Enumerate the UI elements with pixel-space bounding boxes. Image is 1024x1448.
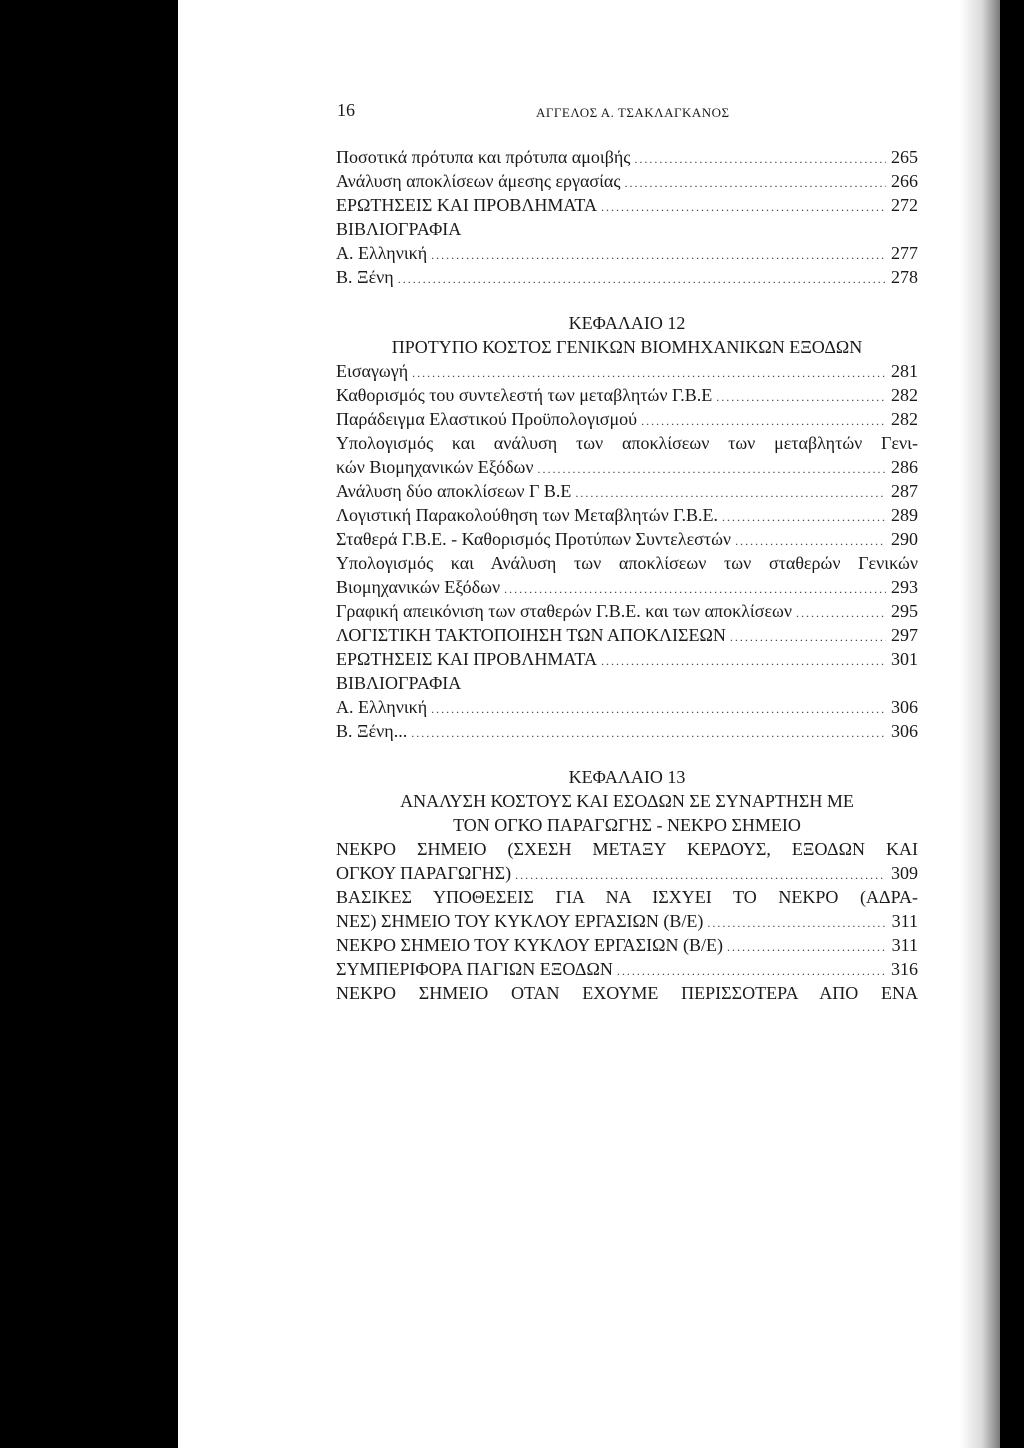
toc-entry-wrapped-line: ΝΕΚΡΟ ΣΗΜΕΙΟ (ΣΧΕΣΗ ΜΕΤΑΞΥ ΚΕΡΔΟΥΣ, ΕΞΟΔΩΝ ΚΑΙ <box>336 839 918 859</box>
toc-entry-title: ΟΓΚΟΥ ΠΑΡΑΓΩΓΗΣ) <box>336 863 512 883</box>
toc-entry-page: 297 <box>891 625 918 645</box>
leader-dots <box>624 171 886 195</box>
toc-entry-title: Καθορισμός του συντελεστή των μεταβλητών Γ.Β.Ε <box>336 385 713 405</box>
toc-entry <box>336 359 918 383</box>
toc-entry-page: 311 <box>891 935 918 955</box>
toc-entry-title: Παράδειγμα Ελαστικού Προϋπολογισμού <box>336 409 638 429</box>
toc-entry <box>336 145 918 169</box>
toc-entry <box>336 527 918 551</box>
toc-entry-page: 311 <box>891 911 918 931</box>
toc-entry-title: Α. Ελληνική <box>336 697 428 717</box>
chapter-label: ΚΕΦΑΛΑΙΟ 12 <box>568 313 686 333</box>
toc-entry-page: 281 <box>891 361 918 381</box>
leader-dots <box>431 243 886 267</box>
toc-entry-page: 316 <box>891 959 918 979</box>
page-number: 16 <box>337 100 355 120</box>
toc-entry <box>336 503 918 527</box>
toc-entry <box>336 933 918 957</box>
toc-entry-title: Βιομηχανικών Εξόδων <box>336 577 501 597</box>
toc-entry-page: 277 <box>891 243 918 263</box>
bibliography-heading: ΒΙΒΛΙΟΓΡΑΦΙΑ <box>336 673 462 693</box>
toc-entry <box>336 861 918 885</box>
toc-entry-wrapped-line: ΝΕΚΡΟ ΣΗΜΕΙΟ ΟΤΑΝ ΕΧΟΥΜΕ ΠΕΡΙΣΣΟΤΕΡΑ ΑΠΟ ΕΝΑ <box>336 983 918 1003</box>
toc-entry <box>336 909 918 933</box>
leader-dots <box>515 863 886 887</box>
toc-entry-title: κών Βιομηχανικών Εξόδων <box>336 457 534 477</box>
chapter-title-line: ΑΝΑΛΥΣΗ ΚΟΣΤΟΥΣ ΚΑΙ ΕΣΟΔΩΝ ΣΕ ΣΥΝΑΡΤΗΣΗ ΜΕ <box>400 791 854 811</box>
toc-entry <box>336 455 918 479</box>
leader-dots <box>431 697 886 721</box>
toc-entry-title: ΕΡΩΤΗΣΕΙΣ ΚΑΙ ΠΡΟΒΛΗΜΑΤΑ <box>336 195 597 215</box>
scan-left-dark-band <box>0 0 178 1448</box>
toc-entry-wrapped-line: Υπολογισμός και Ανάλυση των αποκλίσεων των σταθερών Γενικών <box>336 553 918 573</box>
toc-entry-page: 287 <box>891 481 918 501</box>
toc-entry <box>336 695 918 719</box>
toc-entry-page: 306 <box>891 697 918 717</box>
toc-entry-page: 290 <box>891 529 918 549</box>
page-header <box>337 100 897 130</box>
running-title: ΑΓΓΕΛΟΣ Α. ΤΣΑΚΛΑΓΚΑΝΟΣ <box>536 105 730 120</box>
toc-entry-title: Β. Ξένη... <box>336 721 408 741</box>
toc-entry <box>336 479 918 503</box>
toc-entry-wrapped-line: ΒΑΣΙΚΕΣ ΥΠΟΘΕΣΕΙΣ ΓΙΑ ΝΑ ΙΣΧΥΕΙ ΤΟ ΝΕΚΡΟ (ΑΔΡΑ- <box>336 887 918 907</box>
toc-entry-title: Γραφική απεικόνιση των σταθερών Γ.Β.Ε. και των αποκλίσεων <box>336 601 793 621</box>
toc-entry-title: ΕΡΩΤΗΣΕΙΣ ΚΑΙ ΠΡΟΒΛΗΜΑΤΑ <box>336 649 597 669</box>
leader-dots <box>796 601 886 625</box>
toc-entry <box>336 193 918 217</box>
toc-entry-title: Α. Ελληνική <box>336 243 428 263</box>
leader-dots <box>575 481 886 505</box>
chapter-title: ΠΡΟΤΥΠΟ ΚΟΣΤΟΣ ΓΕΝΙΚΩΝ ΒΙΟΜΗΧΑΝΙΚΩΝ ΕΞΟΔΩΝ <box>391 337 863 357</box>
toc-entry-page: 289 <box>891 505 918 525</box>
toc-entry-title: Σταθερά Γ.Β.Ε. - Καθορισμός Προτύπων Συντελεστών <box>336 529 732 549</box>
toc-entry-title: Ανάλυση αποκλίσεων άμεσης εργασίας <box>336 171 621 191</box>
leader-dots <box>722 505 886 529</box>
leader-dots <box>727 935 886 959</box>
toc-entry-title: ΣΥΜΠΕΡΙΦΟΡΑ ΠΑΓΙΩΝ ΕΞΟΔΩΝ <box>336 959 613 979</box>
toc-entry-page: 293 <box>891 577 918 597</box>
toc-entry-page: 286 <box>891 457 918 477</box>
page-gutter-shadow <box>960 0 1000 1448</box>
toc-entry-page: 282 <box>891 409 918 429</box>
leader-dots <box>538 457 886 481</box>
toc-entry-page: 265 <box>891 147 918 167</box>
toc-entry-page: 266 <box>891 171 918 191</box>
toc-entry <box>336 647 918 671</box>
toc-entry-title: Β. Ξένη <box>336 267 394 287</box>
leader-dots <box>411 721 886 745</box>
toc-entry <box>336 407 918 431</box>
toc-entry <box>336 599 918 623</box>
toc-entry-page: 301 <box>891 649 918 669</box>
leader-dots <box>601 649 886 673</box>
chapter-label: ΚΕΦΑΛΑΙΟ 13 <box>568 767 686 787</box>
toc-entry <box>336 719 918 743</box>
toc-entry <box>336 623 918 647</box>
leader-dots <box>730 625 886 649</box>
toc-entry <box>336 169 918 193</box>
leader-dots <box>707 911 886 935</box>
leader-dots <box>398 267 886 291</box>
toc-entry-page: 282 <box>891 385 918 405</box>
leader-dots <box>617 959 886 983</box>
bibliography-heading: ΒΙΒΛΙΟΓΡΑΦΙΑ <box>336 219 462 239</box>
leader-dots <box>641 409 886 433</box>
leader-dots <box>735 529 886 553</box>
toc-entry <box>336 383 918 407</box>
leader-dots <box>716 385 886 409</box>
scan-right-dark-edge <box>1000 0 1024 1448</box>
toc-entry-page: 278 <box>891 267 918 287</box>
toc-entry-wrapped-line: Υπολογισμός και ανάλυση των αποκλίσεων των μεταβλητών Γενι- <box>336 433 918 453</box>
toc-entry <box>336 241 918 265</box>
toc-entry-title: Λογιστική Παρακολούθηση των Μεταβλητών Γ.Β.Ε. <box>336 505 718 525</box>
toc-entry <box>336 575 918 599</box>
leader-dots <box>634 147 886 171</box>
table-of-contents <box>336 145 918 1005</box>
leader-dots <box>601 195 886 219</box>
toc-entry-title: ΝΕΚΡΟ ΣΗΜΕΙΟ ΤΟΥ ΚΥΚΛΟΥ ΕΡΓΑΣΙΩΝ (Β/Ε) <box>336 935 723 955</box>
toc-entry-title: ΝΕΣ) ΣΗΜΕΙΟ ΤΟΥ ΚΥΚΛΟΥ ΕΡΓΑΣΙΩΝ (Β/Ε) <box>336 911 704 931</box>
toc-entry <box>336 265 918 289</box>
toc-entry <box>336 957 918 981</box>
toc-entry-title: Εισαγωγή <box>336 361 409 381</box>
toc-entry-page: 309 <box>891 863 918 883</box>
toc-entry-title: ΛΟΓΙΣΤΙΚΗ ΤΑΚΤΟΠΟΙΗΣΗ ΤΩΝ ΑΠΟΚΛΙΣΕΩΝ <box>336 625 726 645</box>
leader-dots <box>504 577 886 601</box>
toc-entry-page: 272 <box>891 195 918 215</box>
chapter-title-line: ΤΟΝ ΟΓΚΟ ΠΑΡΑΓΩΓΗΣ - ΝΕΚΡΟ ΣΗΜΕΙΟ <box>453 815 801 835</box>
toc-entry-title: Ποσοτικά πρότυπα και πρότυπα αμοιβής <box>336 147 631 167</box>
toc-entry-page: 306 <box>891 721 918 741</box>
leader-dots <box>412 361 886 385</box>
toc-entry-title: Ανάλυση δύο αποκλίσεων Γ Β.Ε <box>336 481 572 501</box>
toc-entry-page: 295 <box>891 601 918 621</box>
